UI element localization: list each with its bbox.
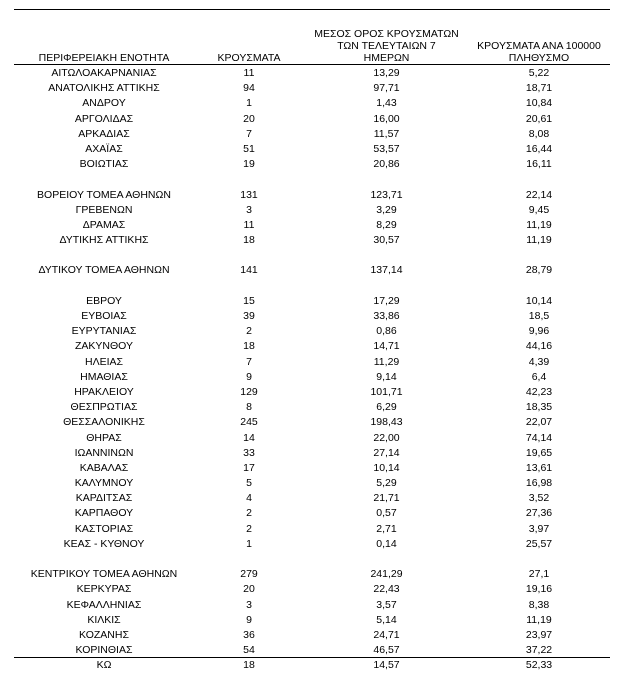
avg7-cell: 14,57 [373,659,400,672]
spacer-row [14,172,610,187]
cases-cell: 18 [243,340,255,353]
avg7-cell: 46,57 [373,644,400,657]
region-cell: ΔΥΤΙΚΗΣ ΑΤΤΙΚΗΣ [59,234,149,247]
cases-cell: 36 [243,628,255,641]
avg7-cell: 17,29 [373,294,400,307]
table-row [14,385,610,400]
region-cell: ΚΑΣΤΟΡΙΑΣ [74,522,134,535]
avg7-cell: 5,14 [376,613,397,626]
avg7-cell: 6,29 [376,401,397,414]
avg7-cell: 27,14 [373,446,400,459]
avg7-cell: 97,71 [373,82,400,95]
region-cell: ΒΟΙΩΤΙΑΣ [79,158,129,171]
per100k-cell: 52,33 [525,659,553,672]
cases-cell: 39 [243,310,255,322]
per100k-cell: 74,14 [525,431,553,444]
cases-cell: 141 [240,264,258,277]
cases-cell: 19 [243,158,255,171]
cases-cell: 20 [243,112,255,125]
region-cell: ΕΥΒΟΙΑΣ [81,310,127,322]
table-row [14,203,610,218]
cases-cell: 3 [246,203,252,216]
per100k-cell: 9,96 [528,325,550,338]
per100k-cell: 10,84 [525,97,553,110]
header-cases: ΚΡΟΥΣΜΑΤΑ [217,52,281,64]
cases-cell: 279 [240,568,258,581]
region-cell: ΚΕΑΣ - ΚΥΘΝΟΥ [63,537,145,550]
table-row [14,142,610,157]
avg7-cell: 16,00 [373,112,400,125]
cases-cell: 51 [243,142,255,155]
table-row [14,112,610,127]
table-row [14,339,610,354]
per100k-cell: 22,14 [525,188,553,201]
per100k-cell: 27,1 [528,568,550,581]
per100k-cell: 16,98 [525,477,553,490]
avg7-cell: 3,57 [376,598,397,611]
per100k-cell: 10,14 [525,294,553,307]
region-cell: ΗΜΑΘΙΑΣ [80,370,128,383]
region-cell: ΙΩΑΝΝΙΝΩΝ [74,446,134,459]
per100k-cell: 11,19 [526,218,552,231]
header-avg7: ΜΕΣΟΣ ΟΡΟΣ ΚΡΟΥΣΜΑΤΩΝ ΤΩΝ ΤΕΛΕΥΤΑΙΩΝ 7 ΗΜΕΡΩΝ [314,28,459,64]
region-cell: ΒΟΡΕΙΟΥ ΤΟΜΕΑ ΑΘΗΝΩΝ [37,188,171,201]
avg7-cell: 20,86 [373,158,400,171]
cases-cell: 54 [243,644,255,657]
table-row [14,506,610,521]
avg7-cell: 123,71 [370,188,403,201]
region-cell: ΑΡΓΟΛΙΔΑΣ [74,112,134,125]
avg7-cell: 2,71 [376,522,397,535]
cases-cell: 1 [246,537,252,550]
cases-cell: 7 [246,127,252,140]
header-per100k: ΚΡΟΥΣΜΑΤΑ ΑΝΑ 100000 ΠΛΗΘΥΣΜΟ [477,40,601,64]
cases-cell: 11 [243,218,255,231]
region-cell: ΚΕΡΚΥΡΑΣ [76,583,132,596]
avg7-cell: 53,57 [373,142,400,155]
per100k-cell: 11,19 [526,613,552,626]
avg7-cell: 5,29 [376,477,397,490]
table-body [14,66,610,674]
avg7-cell: 8,29 [376,218,397,231]
region-cell: ΚΕΝΤΡΙΚΟΥ ΤΟΜΕΑ ΑΘΗΝΩΝ [30,568,178,581]
avg7-cell: 241,29 [370,568,403,581]
per100k-cell: 18,5 [528,310,550,322]
avg7-cell: 0,14 [376,537,397,550]
cases-cell: 4 [246,492,252,505]
cases-cell: 94 [243,82,255,95]
table-row [14,598,610,613]
avg7-cell: 101,71 [370,385,403,398]
header-region: ΠΕΡΙΦΕΡΕΙΑΚΗ ΕΝΟΤΗΤΑ [38,52,170,64]
avg7-cell: 1,43 [376,97,397,110]
region-cell: ΚΩ [96,659,112,672]
per100k-cell: 19,16 [525,583,553,596]
per100k-cell: 22,07 [525,416,553,429]
avg7-cell: 10,14 [373,461,400,474]
per100k-cell: 42,23 [525,385,553,398]
region-cell: ΑΝΑΤΟΛΙΚΗΣ ΑΤΤΙΚΗΣ [48,82,160,95]
table-header [14,20,610,64]
cases-cell: 18 [243,234,255,247]
region-cell: ΚΑΡΔΙΤΣΑΣ [75,492,133,505]
per100k-cell: 44,16 [525,340,553,353]
region-cell: ΕΒΡΟΥ [86,294,122,307]
cases-cell: 14 [243,431,255,444]
table-row [14,309,610,324]
table-row [14,446,610,461]
per100k-cell: 3,52 [528,492,550,505]
table-row [14,66,610,81]
per100k-cell: 18,71 [525,82,553,95]
avg7-cell: 9,14 [376,370,397,383]
per100k-cell: 19,65 [525,446,553,459]
cases-cell: 131 [240,188,258,201]
header-rule [14,64,610,65]
region-cell: ΗΛΕΙΑΣ [84,355,123,368]
region-cell: ΚΑΒΑΛΑΣ [79,461,129,474]
table-row [14,415,610,430]
avg7-cell: 3,29 [376,203,397,216]
table-row [14,127,610,142]
region-cell: ΗΡΑΚΛΕΙΟΥ [74,385,134,398]
table-row [14,476,610,491]
table-row [14,628,610,643]
table-row [14,96,610,111]
per100k-cell: 23,97 [525,628,553,641]
region-cell: ΕΥΡΥΤΑΝΙΑΣ [71,325,137,338]
per100k-cell: 8,38 [528,598,550,611]
cases-cell: 2 [246,325,252,338]
cases-cell: 17 [243,461,255,474]
cases-cell: 11 [243,67,255,79]
table-row [14,522,610,537]
table-row [14,582,610,597]
avg7-cell: 198,43 [370,416,403,429]
avg7-cell: 11,29 [373,355,400,368]
per100k-cell: 6,4 [531,370,547,383]
table-row [14,658,610,673]
per100k-cell: 13,61 [525,461,553,474]
table-row [14,461,610,476]
cases-cell: 5 [246,477,252,490]
per100k-cell: 5,22 [528,67,550,79]
table-row [14,431,610,446]
per100k-cell: 3,97 [528,522,550,535]
avg7-cell: 33,86 [373,310,400,322]
region-cell: ΚΑΛΥΜΝΟΥ [74,477,134,490]
avg7-cell: 30,57 [373,234,400,247]
region-cell: ΘΗΡΑΣ [86,431,122,444]
avg7-cell: 13,29 [373,67,400,79]
table-row [14,263,610,278]
region-cell: ΘΕΣΣΑΛΟΝΙΚΗΣ [63,416,145,429]
table-row [14,233,610,248]
region-cell: ΘΕΣΠΡΩΤΙΑΣ [70,401,138,414]
region-cell: ΑΧΑΪΑΣ [85,142,123,155]
avg7-cell: 0,86 [376,325,397,338]
table-top-rule [14,9,610,10]
avg7-cell: 21,71 [373,492,400,505]
spacer-row [14,248,610,263]
table-row [14,400,610,415]
per100k-cell: 28,79 [525,264,553,277]
spacer-row [14,279,610,294]
table-row [14,157,610,172]
per100k-cell: 37,22 [525,644,553,657]
cases-cell: 3 [246,598,252,611]
region-cell: ΑΝΔΡΟΥ [82,97,126,110]
region-cell: ΚΙΛΚΙΣ [87,613,121,626]
per100k-cell: 25,57 [525,537,553,550]
avg7-cell: 14,71 [373,340,400,353]
per100k-cell: 11,19 [526,234,552,247]
region-cell: ΓΡΕΒΕΝΩΝ [75,203,133,216]
region-cell: ΔΥΤΙΚΟΥ ΤΟΜΕΑ ΑΘΗΝΩΝ [38,264,170,277]
region-cell: ΚΟΡΙΝΘΙΑΣ [75,644,133,657]
table-row [14,567,610,582]
region-cell: ΔΡΑΜΑΣ [82,218,126,231]
table-row [14,294,610,309]
cases-cell: 2 [246,522,252,535]
avg7-cell: 22,43 [373,583,400,596]
table-row [14,355,610,370]
spacer-row [14,552,610,567]
cases-cell: 9 [246,613,252,626]
cases-cell: 15 [243,294,255,307]
cases-cell: 33 [243,446,255,459]
table-row [14,218,610,233]
table-bottom-rule [14,657,610,658]
table-row [14,81,610,96]
per100k-cell: 16,44 [525,142,553,155]
per100k-cell: 18,35 [525,401,553,414]
cases-cell: 9 [246,370,252,383]
avg7-cell: 24,71 [373,628,400,641]
per100k-cell: 8,08 [528,127,550,140]
avg7-cell: 11,57 [373,127,400,140]
table-row [14,370,610,385]
region-cell: ΑΡΚΑΔΙΑΣ [78,127,130,140]
cases-cell: 1 [246,97,252,110]
avg7-cell: 22,00 [373,431,400,444]
table-row [14,537,610,552]
cases-cell: 7 [246,355,252,368]
cases-cell: 2 [246,507,252,520]
region-cell: ΑΙΤΩΛΟΑΚΑΡΝΑΝΙΑΣ [51,67,157,79]
region-cell: ΚΑΡΠΑΘΟΥ [74,507,134,520]
table-row [14,491,610,506]
cases-cell: 18 [243,659,255,672]
cases-cell: 245 [240,416,258,429]
region-cell: ΚΟΖΑΝΗΣ [79,628,129,641]
region-cell: ΖΑΚΥΝΘΟΥ [74,340,133,353]
per100k-cell: 16,11 [526,158,552,171]
per100k-cell: 27,36 [525,507,553,520]
cases-cell: 8 [246,401,252,414]
per100k-cell: 4,39 [528,355,550,368]
cases-cell: 20 [243,583,255,596]
per100k-cell: 20,61 [525,112,553,125]
table-row [14,324,610,339]
per100k-cell: 9,45 [528,203,550,216]
avg7-cell: 0,57 [376,507,397,520]
table-row [14,613,610,628]
cases-cell: 129 [240,385,258,398]
table-row [14,188,610,203]
region-cell: ΚΕΦΑΛΛΗΝΙΑΣ [66,598,142,611]
avg7-cell: 137,14 [370,264,403,277]
